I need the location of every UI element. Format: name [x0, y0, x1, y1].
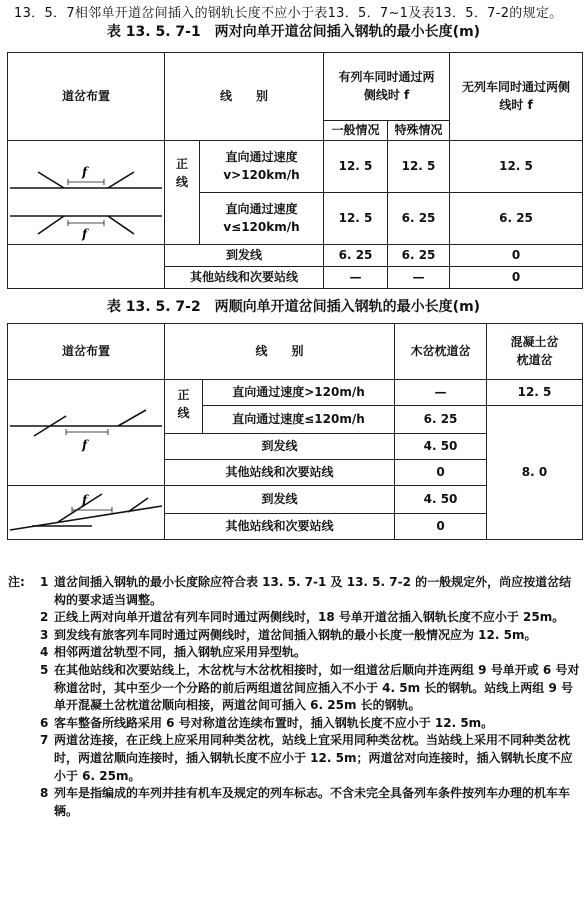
t2-layout-diagram-1	[8, 380, 165, 486]
t2-r4-wood: 0	[395, 460, 487, 486]
t2-r4-label: 其他站线和次要站线	[165, 460, 395, 486]
t2-header-wood: 木岔枕道岔	[395, 324, 487, 380]
same-direction-diagram-1	[8, 382, 164, 484]
opposing-turnouts-diagram	[8, 142, 164, 244]
t1-r3-without: 0	[450, 245, 583, 267]
t1-r3-general: 6. 25	[324, 245, 388, 267]
t1-r1-label: 直向通过速度 v>120km/h	[200, 141, 324, 193]
t1-header-with: 有列车同时通过两侧线时 f	[324, 53, 450, 121]
t2-r6-wood: 0	[395, 513, 487, 540]
f-label-t2b: f	[82, 493, 88, 507]
notes-section	[8, 574, 580, 820]
note-5: 5 在其他站线和次要站线上，木岔枕与木岔枕相接时，如一组道岔后顺向并连两组 9 号单开或 6 号对称道岔时，其中至少一个分路的前后两组道岔间应插入不小于 4. 5m 长的钢轨。站线上两组 9 号单开混凝土岔枕道岔顺向相接，两道岔间可插入 6. 25m 长的钢轨。	[40, 662, 580, 713]
t2-r5-label: 到发线	[165, 486, 395, 514]
t2-r6-label: 其他站线和次要站线	[165, 513, 395, 540]
t1-r2-label: 直向通过速度 v≤120km/h	[200, 193, 324, 245]
f-label-lower: f	[82, 226, 88, 241]
note-4: 4 相邻两道岔轨型不同，插入钢轨应采用异型轨。	[40, 645, 307, 660]
t1-layout-diagram	[8, 141, 165, 245]
table2-caption: 表 13. 5. 7-2 两顺向单开道岔间插入钢轨的最小长度(m)	[106, 299, 481, 315]
note-1: 注: 1 道岔间插入钢轨的最小长度除应符合表 13. 5. 7-1 及 13. 5. 7-2 的一般规定外，尚应按道岔结构的要求适当调整。	[8, 574, 580, 609]
t1-zheng-label: 正线	[165, 141, 200, 245]
t1-r2-without: 6. 25	[450, 193, 583, 245]
t2-layout-diagram-2	[8, 486, 165, 540]
note-8: 8 列车是指编成的车列并挂有机车及规定的列车标志。不含未完全具备列车条件按列车办理的机车车辆。	[40, 786, 571, 818]
t2-r2-label: 直向通过速度≤120m/h	[203, 406, 395, 434]
t1-r1-general: 12. 5	[324, 141, 388, 193]
t1-r1-special: 12. 5	[388, 141, 450, 193]
t1-r4-general: —	[324, 267, 388, 289]
t2-r3-label: 到发线	[165, 434, 395, 460]
same-direction-diagram-2	[8, 486, 164, 539]
t1-r3-special: 6. 25	[388, 245, 450, 267]
t2-r2-wood: 6. 25	[395, 406, 487, 434]
t2-header-concrete: 混凝土岔枕道岔	[487, 324, 583, 380]
t2-concrete-merged: 8. 0	[487, 406, 583, 540]
t1-r1-without: 12. 5	[450, 141, 583, 193]
note-7: 7 两道岔连接，在正线上应采用同种类岔枕，站线上宜采用同种类岔枕。当站线上采用不同种类岔枕时，两道岔顺向连接时，插入钢轨长度不应小于 12. 5m；两道岔对向连接时，插入钢轨长度不应小于 6. 25m。	[40, 733, 573, 783]
t2-r1-concrete: 12. 5	[487, 380, 583, 406]
note-2: 2 正线上两对向单开道岔有列车同时通过两侧线时，18 号单开道岔插入钢轨长度不应小于 25m。	[40, 610, 565, 625]
f-label-upper: f	[82, 164, 88, 179]
t2-header-layout: 道岔布置	[8, 324, 165, 380]
table1-caption: 表 13. 5. 7-1 两对向单开道岔间插入钢轨的最小长度(m)	[106, 24, 481, 40]
t2-r1-wood: —	[395, 380, 487, 406]
note-6: 6 客车整备所线路采用 6 号对称道岔连续布置时，插入钢轨长度不应小于 12. 5m。	[40, 715, 494, 730]
table1	[7, 52, 583, 289]
t1-header-layout: 道岔布置	[8, 53, 165, 141]
t2-zheng-label: 正线	[165, 380, 203, 434]
t1-r2-special: 6. 25	[388, 193, 450, 245]
t2-header-line: 线 别	[165, 324, 395, 380]
notes-label: 注:	[8, 575, 25, 589]
t1-r4-special: —	[388, 267, 450, 289]
t1-header-line: 线 别	[165, 53, 324, 141]
f-label-t2a: f	[82, 437, 88, 452]
t1-r3-label: 到发线	[165, 245, 324, 267]
t1-r4-without: 0	[450, 267, 583, 289]
t2-r5-wood: 4. 50	[395, 486, 487, 514]
t2-r1-label: 直向通过速度>120m/h	[203, 380, 395, 406]
t1-r2-general: 12. 5	[324, 193, 388, 245]
t2-r3-wood: 4. 50	[395, 434, 487, 460]
table2	[7, 323, 583, 540]
t1-header-general: 一般情况	[324, 121, 388, 141]
t1-header-special: 特殊情况	[388, 121, 450, 141]
note-3: 3 到发线有旅客列车同时通过两侧线时，道岔间插入钢轨的最小长度一般情况应为 12. 5m。	[40, 627, 537, 642]
t1-header-without: 无列车同时通过两侧线时 f	[450, 53, 583, 141]
intro-text: 13．5．7相邻单开道岔间插入的钢轨长度不应小于表13．5．7~1及表13．5．7-2的规定。	[14, 6, 563, 21]
t1-r4-label: 其他站线和次要站线	[165, 267, 324, 289]
t1-empty-layout	[8, 245, 165, 289]
